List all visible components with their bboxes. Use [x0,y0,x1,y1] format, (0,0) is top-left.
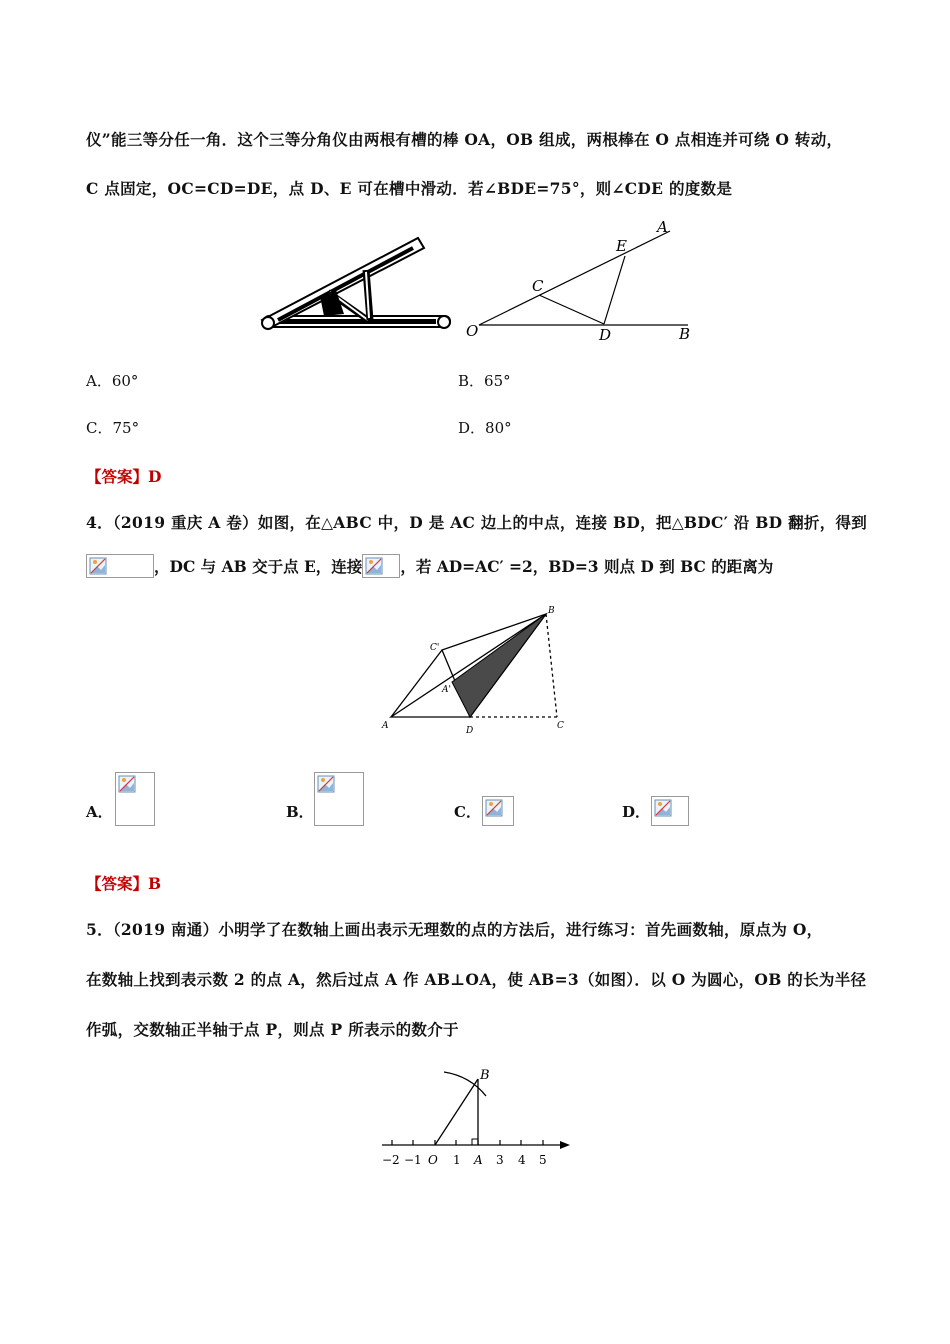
label-d: D [599,326,612,344]
label-c: C [532,277,544,295]
q4-triangle-diagram [380,604,575,739]
image-icon [365,557,383,575]
q3-answer: 【答案】D [86,467,162,486]
q4-option-c-image [482,796,514,826]
q4-option-c: C． [454,803,481,821]
label-e: E [616,237,627,255]
tick-label-5: 5 [539,1153,547,1167]
q4-text-line-1: 4．（2019 重庆 A 卷）如图，在△ABC 中，D 是 AC 边上的中点，连接 BD，把△BDC′ 沿 BD 翻折，得到 [86,513,868,532]
q3-option-a: A．60° [86,372,139,390]
q3-option-d: D．80° [458,419,512,437]
q5-text-line-3: 作弧，交数轴正半轴于点 P，则点 P 所表示的数介于 [86,1020,459,1039]
image-icon [118,775,136,793]
tick-label-4: 4 [518,1153,526,1167]
label-d: D [466,726,474,736]
label-a: A [657,218,668,236]
image-icon [317,775,335,793]
image-icon [89,557,107,575]
q5-text-line-1: 5．（2019 南通）小明学了在数轴上画出表示无理数的点的方法后，进行练习：首先画数轴，原点为 O， [86,920,823,939]
q3-option-b: B．65° [458,372,511,390]
tick-label-1: 1 [453,1153,461,1167]
q4-option-d-image [651,796,689,826]
q3-text-line-2: C 点固定，OC=CD=DE，点 D、E 可在槽中滑动．若∠BDE=75°，则∠CDE 的度数是 [86,179,733,198]
q4-option-a-image [115,772,155,826]
image-icon [654,799,672,817]
tick-label-neg1: −1 [404,1153,422,1167]
q4-line2-part1: ，DC 与 AB 交于点 E，连接 [154,557,363,576]
q4-line2-part2: ，若 AD=AC′ =2，BD=3 则点 D 到 BC 的距离为 [400,557,774,576]
broken-image-placeholder [362,554,400,578]
label-b: B [480,1068,490,1083]
tick-label-o: O [428,1153,438,1167]
q3-trisector-image [258,232,458,337]
q4-option-d: D． [622,803,651,821]
label-c: C [557,721,564,731]
label-c-prime: C' [430,643,440,653]
tick-label-neg2: −2 [382,1153,400,1167]
tick-label-3: 3 [496,1153,504,1167]
label-o: O [466,322,479,340]
label-a-prime: A' [442,685,451,695]
label-b: B [679,325,691,343]
label-a: A [382,721,389,731]
q5-text-line-2: 在数轴上找到表示数 2 的点 A，然后过点 A 作 AB⊥OA，使 AB=3（如图）．以 O 为圆心，OB 的长为半径 [86,970,867,989]
q5-number-line-diagram [378,1062,578,1172]
tick-label-a: A [474,1153,483,1167]
q3-text-line-1: 仪”能三等分任一角．这个三等分角仪由两根有槽的棒 OA，OB 组成，两根棒在 O 点相连并可绕 O 转动， [86,130,843,149]
image-icon [485,799,503,817]
broken-image-placeholder [86,554,154,578]
q4-option-b: B． [286,803,314,821]
q4-answer: 【答案】B [86,874,162,893]
q3-geometry-diagram [462,218,702,346]
q4-option-a: A． [86,803,113,821]
label-b: B [548,606,555,616]
q4-option-b-image [314,772,364,826]
q4-text-line-2 [86,553,773,579]
q3-option-c: C．75° [86,419,140,437]
